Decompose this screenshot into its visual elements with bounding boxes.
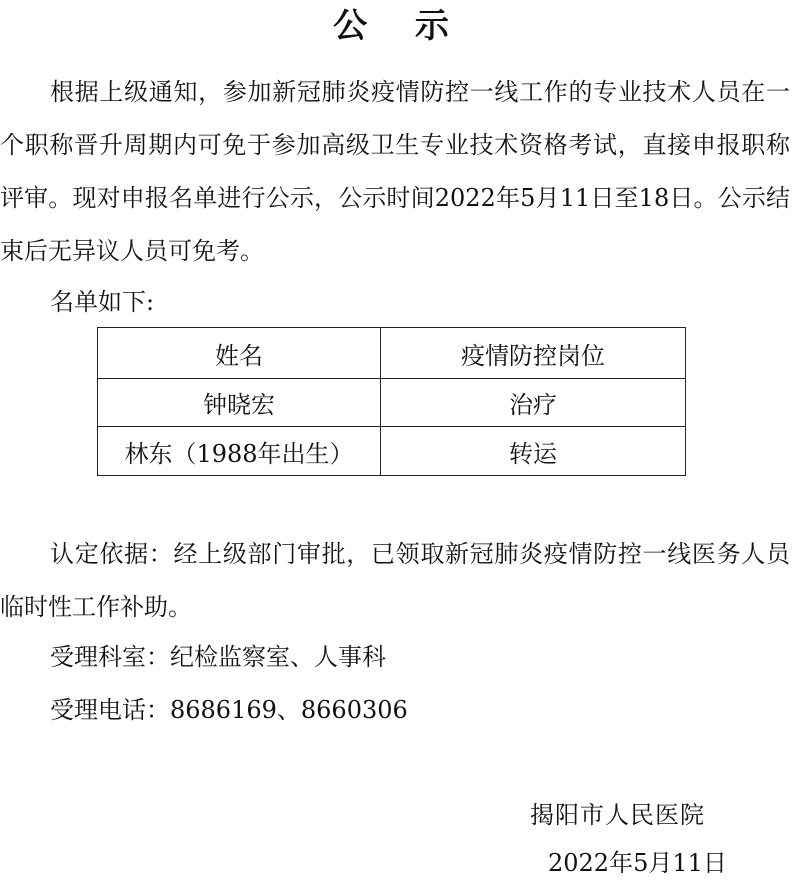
roster-table	[97, 327, 686, 476]
dept-line: 受理科室：纪检监察室、人事科	[50, 643, 386, 671]
phone-line: 受理电话：8686169、8660306	[50, 696, 408, 724]
signature: 揭阳市人民医院	[530, 801, 705, 829]
cell-name: 林东（1988年出生）	[98, 427, 381, 476]
table-row	[98, 379, 686, 427]
intro-paragraph: 根据上级通知，参加新冠肺炎疫情防控一线工作的专业技术人员在一个职称晋升周期内可免于参加高级卫生专业技术资格考试，直接申报职称评审。现对申报名单进行公示，公示时间2022年5月11日至18日。公示结束后无异议人员可免考。	[0, 78, 790, 265]
cell-name: 钟晓宏	[98, 379, 381, 427]
header-name: 姓名	[98, 328, 381, 379]
basis-paragraph: 认定依据：经上级部门审批，已领取新冠肺炎疫情防控一线医务人员临时性工作补助。	[0, 540, 790, 621]
issue-date: 2022年5月11日	[548, 849, 727, 877]
header-post: 疫情防控岗位	[381, 328, 686, 379]
list-intro: 名单如下:	[50, 288, 155, 316]
cell-post: 治疗	[381, 379, 686, 427]
table-row	[98, 427, 686, 476]
cell-post: 转运	[381, 427, 686, 476]
page-title: 公 示	[333, 6, 467, 46]
table-header-row	[98, 328, 686, 379]
